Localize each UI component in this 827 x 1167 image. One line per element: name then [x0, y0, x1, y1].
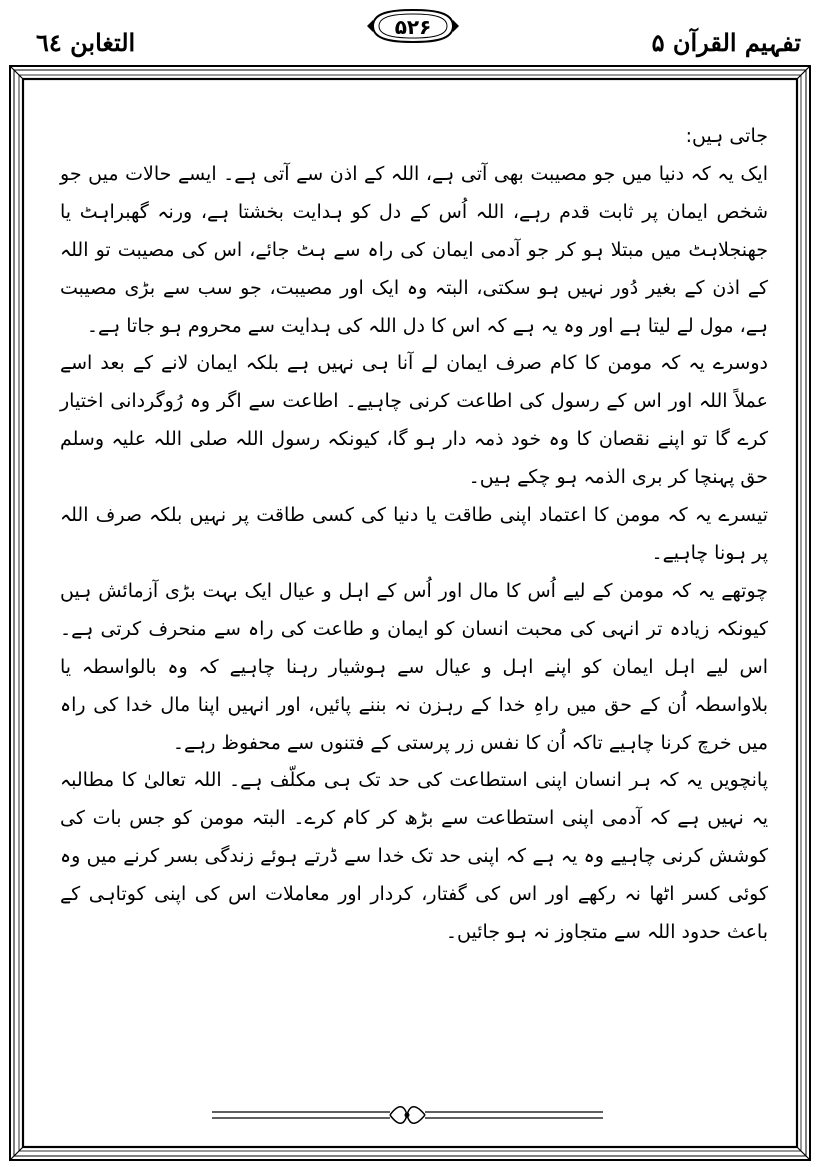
paragraph-third: تیسرے یہ کہ مومن کا اعتماد اپنی طاقت یا دنیا کی کسی طاقت پر نہیں بلکہ صرف اللہ پر ہونا چاہیے۔ — [60, 504, 768, 564]
body-text — [60, 118, 768, 952]
book-title: تفہیم القرآن ۵ — [651, 28, 801, 57]
paragraph-intro: جاتی ہیں: — [685, 125, 768, 147]
paragraph-second: دوسرے یہ کہ مومن کا کام صرف ایمان لے آنا ہی نہیں ہے بلکہ ایمان لانے کے بعد اسے عملاً اللہ اور اس کے رسول کی اطاعت کرنی چاہیے۔ اطاعت سے اگر وہ رُوگردانی اختیار کرے گا تو اپنے نقصان کا وہ خود ذمہ دار ہو گا، کیونکہ رسول اللہ صلی اللہ علیہ وسلم حق پہنچا کر بری الذمہ ہو چکے ہیں۔ — [60, 352, 768, 489]
paragraph-fifth: پانچویں یہ کہ ہر انسان اپنی استطاعت کی حد تک ہی مکلّف ہے۔ اللہ تعالیٰ کا مطالبہ یہ نہیں ہے کہ آدمی اپنی استطاعت سے بڑھ کر کام کرے۔ البتہ مومن کو جس بات کی کوشش کرنی چاہیے وہ یہ ہے کہ اپنی حد تک خدا سے ڈرتے ہوئے زندگی بسر کرنے میں وہ کوئی کسر اٹھا نہ رکھے اور اس کی گفتار، کردار اور معاملات اس کی اپنی کوتاہی کے باعث حدود اللہ سے متجاوز نہ ہو جائیں۔ — [60, 769, 768, 944]
page-number: ۵۲۶ — [394, 15, 432, 39]
page-number-cartouche — [363, 6, 463, 46]
page-header — [0, 0, 827, 62]
divider-ornament-icon — [210, 1100, 605, 1130]
paragraph-fourth: چوتھے یہ کہ مومن کے لیے اُس کا مال اور اُس کے اہل و عیال ایک بہت بڑی آزمائش ہیں کیونکہ زیادہ تر انہی کی محبت انسان کو ایمان و طاعت کی راہ سے منحرف کرتی ہے۔ اس لیے اہل ایمان کو اپنے اہل و عیال سے ہوشیار رہنا چاہیے کہ وہ بالواسطہ یا بلاواسطہ اُن کے حق میں راہِ خدا کے رہزن نہ بننے پائیں، اور انہیں اپنا مال خدا کی راہ میں خرچ کرنا چاہیے تاکہ اُن کا نفس زر پرستی کے فتنوں سے محفوظ رہے۔ — [60, 579, 768, 754]
surah-label: التغابن ٦٤ — [36, 28, 136, 57]
paragraph-first: ایک یہ کہ دنیا میں جو مصیبت بھی آتی ہے، اللہ کے اذن سے آتی ہے۔ ایسے حالات میں جو شخص ایمان پر ثابت قدم رہے، اللہ اُس کے دل کو ہدایت بخشتا ہے، ورنہ گھبراہٹ یا جھنجلاہٹ میں مبتلا ہو کر جو آدمی ایمان کی راہ سے ہٹ جائے، اس کی مصیبت تو اللہ کے اذن کے بغیر دُور نہیں ہو سکتی، البتہ وہ ایک اور مصیبت، جو سب سے بڑی مصیبت ہے، مول لے لیتا ہے اور وہ یہ ہے کہ اس کا دل اللہ کی ہدایت سے محروم ہو جاتا ہے۔ — [60, 162, 768, 337]
